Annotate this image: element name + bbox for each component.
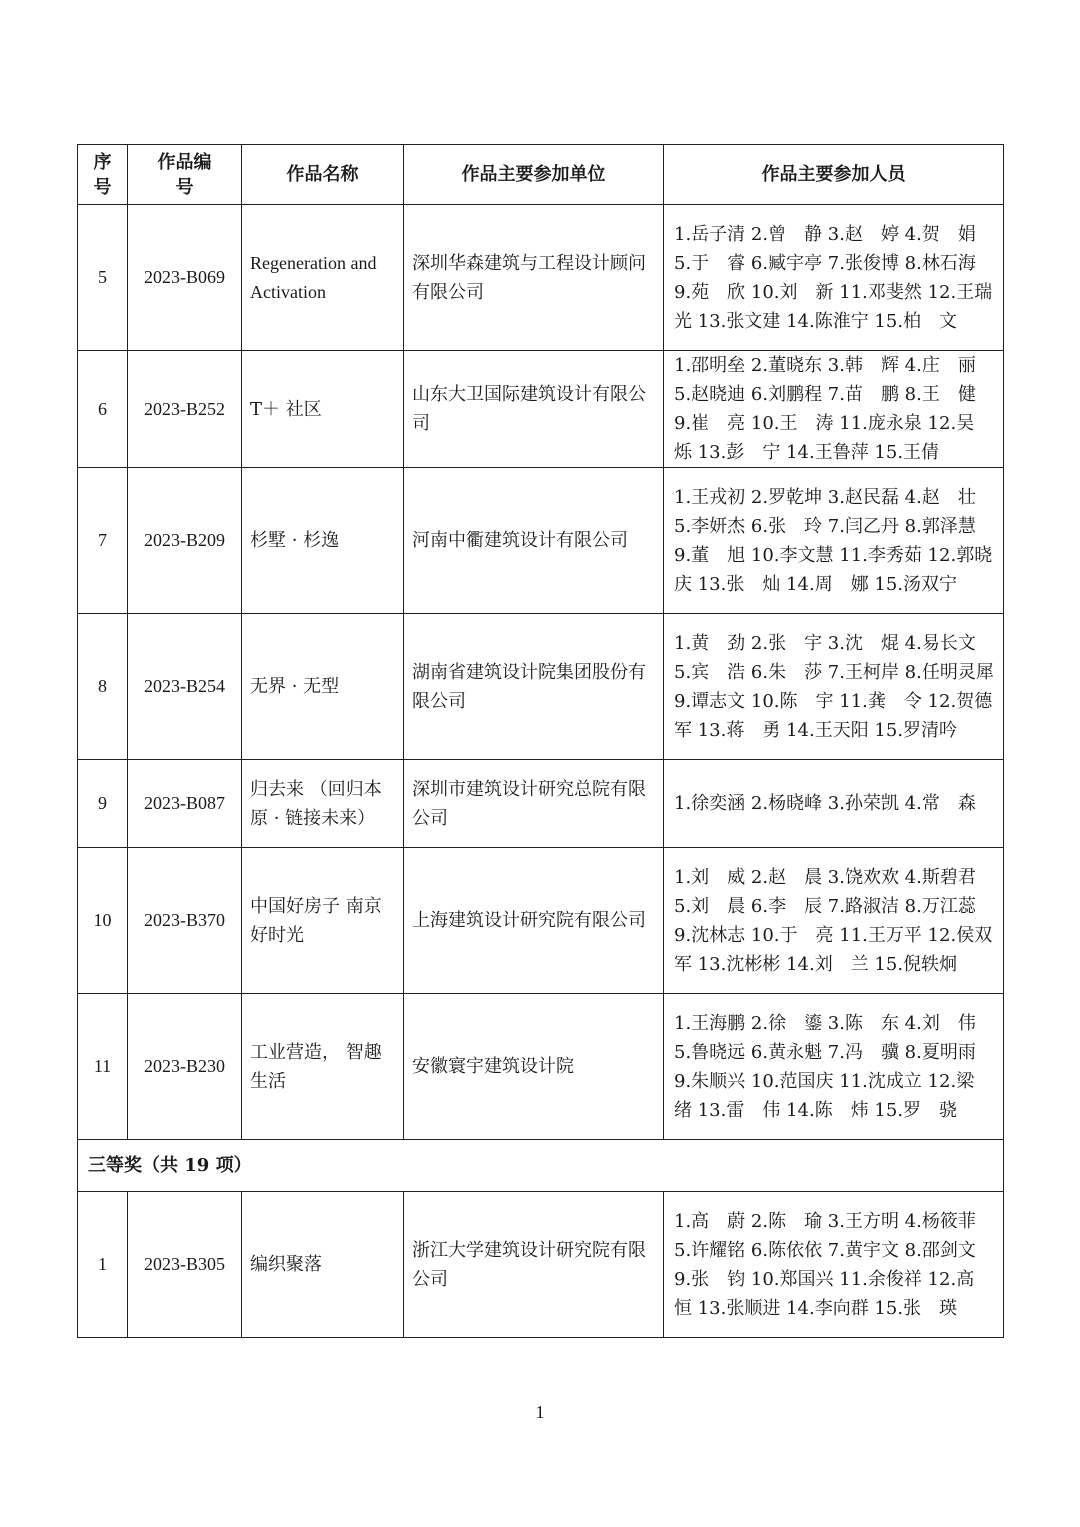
row-seq: 5 <box>78 205 128 351</box>
page-number: 1 <box>535 1402 545 1422</box>
row-name: 归去来 （回归本原 · 链接未来） <box>242 760 404 848</box>
row-seq: 10 <box>78 848 128 994</box>
header-name: 作品名称 <box>242 145 404 205</box>
section-title: 三等奖（共 19 项） <box>78 1140 1004 1192</box>
row-unit: 深圳华森建筑与工程设计顾问有限公司 <box>404 205 664 351</box>
row-unit: 山东大卫国际建筑设计有限公司 <box>404 351 664 468</box>
row-code: 2023-B370 <box>128 848 242 994</box>
section-row <box>78 1140 1004 1192</box>
row-people: 1.邵明垒 2.董晓东 3.韩 辉 4.庄 丽 5.赵晓迪 6.刘鹏程 7.苗 鹏 8.王 健 9.崔 亮 10.王 涛 11.庞永泉 12.吴 烁 13.彭 宁 14.王鲁萍 15.王倩 <box>664 351 1004 468</box>
row-name: T＋ 社区 <box>242 351 404 468</box>
header-row <box>78 145 1004 205</box>
row-name: 工业营造， 智趣生活 <box>242 994 404 1140</box>
row-seq: 6 <box>78 351 128 468</box>
row-unit: 上海建筑设计研究院有限公司 <box>404 848 664 994</box>
table-row <box>78 351 1004 468</box>
row-code: 2023-B087 <box>128 760 242 848</box>
row-people: 1.王戎初 2.罗乾坤 3.赵民磊 4.赵 壮 5.李妍杰 6.张 玲 7.闫乙丹 8.郭泽慧 9.董 旭 10.李文慧 11.李秀茹 12.郭晓庆 13.张 灿 14.周 娜 15.汤双宁 <box>664 468 1004 614</box>
row-code: 2023-B209 <box>128 468 242 614</box>
row-name: 无界 · 无型 <box>242 614 404 760</box>
row-people: 1.刘 威 2.赵 晨 3.饶欢欢 4.斯碧君 5.刘 晨 6.李 辰 7.路淑洁 8.万江蕊 9.沈林志 10.于 亮 11.王万平 12.侯双军 13.沈彬彬 14.刘 兰 15.倪轶炯 <box>664 848 1004 994</box>
header-people: 作品主要参加人员 <box>664 145 1004 205</box>
header-unit: 作品主要参加单位 <box>404 145 664 205</box>
header-code: 作品编号 <box>128 145 242 205</box>
row-unit: 浙江大学建筑设计研究院有限公司 <box>404 1192 664 1338</box>
table-row <box>78 760 1004 848</box>
row-people: 1.王海鹏 2.徐 鎏 3.陈 东 4.刘 伟 5.鲁晓远 6.黄永魁 7.冯 骥 8.夏明雨 9.朱顺兴 10.范国庆 11.沈成立 12.梁 绪 13.雷 伟 14.陈 炜 15.罗 骁 <box>664 994 1004 1140</box>
row-name: 中国好房子 南京好时光 <box>242 848 404 994</box>
row-unit: 安徽寰宇建筑设计院 <box>404 994 664 1140</box>
row-code: 2023-B305 <box>128 1192 242 1338</box>
table-row <box>78 1192 1004 1338</box>
table-row <box>78 614 1004 760</box>
row-code: 2023-B254 <box>128 614 242 760</box>
row-seq: 1 <box>78 1192 128 1338</box>
row-people: 1.黄 劲 2.张 宇 3.沈 焜 4.易长文 5.宾 浩 6.朱 莎 7.王柯岸 8.任明灵犀 9.谭志文 10.陈 宇 11.龚 令 12.贺德军 13.蒋 勇 14.王天阳 15.罗清吟 <box>664 614 1004 760</box>
row-name: Regeneration and Activation <box>242 205 404 351</box>
awards-table <box>77 144 1004 1338</box>
row-people: 1.岳子清 2.曾 静 3.赵 婷 4.贺 娟 5.于 睿 6.臧宇亭 7.张俊博 8.林石海 9.苑 欣 10.刘 新 11.邓斐然 12.王瑞光 13.张文建 14.陈淮宁 15.柏 文 <box>664 205 1004 351</box>
table-row <box>78 994 1004 1140</box>
row-code: 2023-B069 <box>128 205 242 351</box>
row-seq: 8 <box>78 614 128 760</box>
table-row <box>78 468 1004 614</box>
table-row <box>78 205 1004 351</box>
header-seq: 序号 <box>78 145 128 205</box>
row-seq: 7 <box>78 468 128 614</box>
table-row <box>78 848 1004 994</box>
row-code: 2023-B230 <box>128 994 242 1140</box>
row-unit: 河南中衢建筑设计有限公司 <box>404 468 664 614</box>
row-seq: 11 <box>78 994 128 1140</box>
row-unit: 湖南省建筑设计院集团股份有限公司 <box>404 614 664 760</box>
row-name: 杉墅 · 杉逸 <box>242 468 404 614</box>
row-people: 1.高 蔚 2.陈 瑜 3.王方明 4.杨筱菲 5.许耀铭 6.陈依依 7.黄宇文 8.邵剑文 9.张 钧 10.郑国兴 11.余俊祥 12.高 恒 13.张顺进 14.李向群 15.张 瑛 <box>664 1192 1004 1338</box>
row-people: 1.徐奕涵 2.杨晓峰 3.孙荣凯 4.常 森 <box>664 760 1004 848</box>
row-seq: 9 <box>78 760 128 848</box>
row-code: 2023-B252 <box>128 351 242 468</box>
row-unit: 深圳市建筑设计研究总院有限公司 <box>404 760 664 848</box>
row-name: 编织聚落 <box>242 1192 404 1338</box>
